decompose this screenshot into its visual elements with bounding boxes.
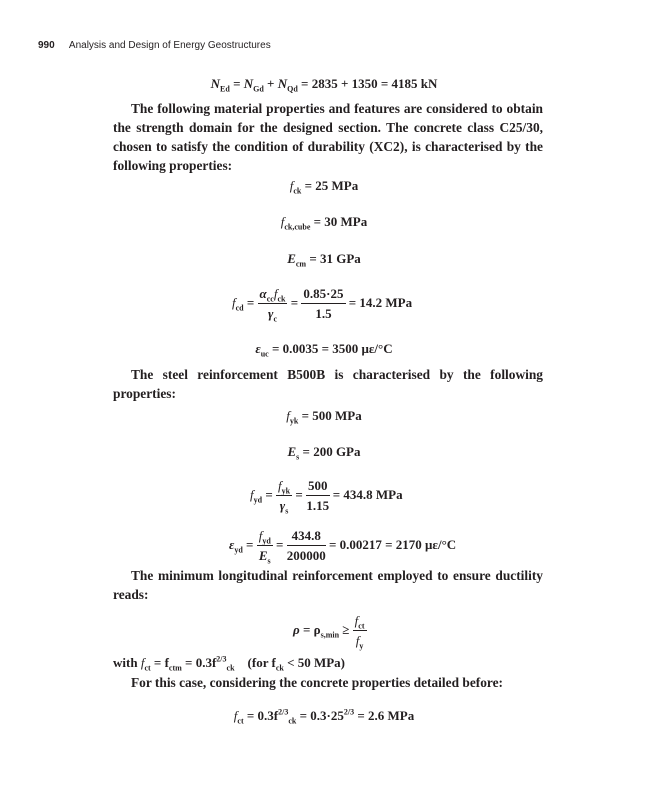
running-title: Analysis and Design of Energy Geostructures [68, 40, 271, 51]
eq-fcd-num-sub: cc [266, 294, 274, 304]
eq-fct-sub2: ck [288, 716, 297, 726]
para3-text: The minimum longitudinal reinforcement employed to ensure ductility reads: [113, 568, 543, 602]
eq-fyd-frac-numeric [306, 478, 330, 514]
equation-fcd: $f_{cd}$ = $\frac{\alpha_{cc}f_{ck}}{\gamma_c}$ = $\frac{0.85\cdot 25}{1.5}$ = 14.2 MPa [232, 286, 413, 324]
with-rest: = 0.3f [181, 655, 217, 670]
equation-fyd: $f_{yd}$ = $\frac{f_{yk}}{\gamma_s}$ = $\frac{500}{1.15}$ = 434.8 MPa [250, 478, 403, 516]
eq-fcd-num: α [259, 286, 267, 301]
eq-euc-rhs: = 0.0035 = 3500 με/°C [271, 341, 393, 356]
equation-fct [0, 708, 648, 724]
eq-ecm-sym: E [287, 251, 296, 266]
with-cond: (for f [247, 655, 276, 670]
eq-fcd-sym: f [232, 294, 236, 310]
eq-fyd-num-sub: yk [281, 486, 291, 496]
paragraph-material-properties [113, 99, 543, 175]
eq-eyd-frac-numeric [287, 528, 326, 564]
eq-eyd-rhs: = 0.00217 = 2170 με/°C [328, 536, 457, 552]
eq-rho-frac [353, 613, 367, 649]
eq-ned-b-sub: Qd [287, 84, 298, 94]
running-header [38, 40, 271, 51]
eq-fct-rhs: = 0.3·25 [299, 708, 344, 723]
eq-eyd-den: E [258, 548, 268, 563]
eq-es-sub: s [296, 452, 300, 462]
with-eq: = f [150, 655, 169, 670]
eq-fcd-rhs: = 14.2 MPa [348, 294, 413, 310]
eq-fct-mid: = 0.3f [246, 708, 279, 723]
eq-ned-b: N [277, 76, 288, 91]
eq-eyd-sub: yd [234, 545, 243, 555]
eq-eyd-frac-symbolic [257, 528, 273, 564]
eq-fyd-frac-symbolic [276, 478, 292, 514]
eq-euc-sub: uc [260, 349, 269, 359]
eq-rho-num: f [354, 613, 359, 628]
eq-fck-sub: ck [293, 186, 302, 196]
eq-fyd-den-sub: s [285, 506, 289, 516]
eq-ned-lhs-sub: Ed [220, 84, 230, 94]
eq-fct-rhs2: = 2.6 MPa [357, 708, 415, 723]
equation-euc [0, 341, 648, 357]
eq-fyd-den2: 1.15 [306, 498, 330, 513]
equation-ned: $N_{Ed} = N_{Gd} + N_{Qd} = 2835 + 1350 = 4185$ kN [210, 76, 438, 94]
eq-rho-sub: s,min [320, 630, 340, 640]
eq-fckcube-sub: ck,cube [284, 222, 311, 232]
eq-euc-sym: ε [255, 341, 261, 356]
eq-fct-sym: f [233, 708, 238, 723]
eq-fcd-num-f: f [273, 286, 278, 301]
eq-fyd-num2: 500 [306, 478, 330, 496]
equation-eyd: $\varepsilon_{yd}$ = $\frac{f_{yd}}{E_s}$ = $\frac{434.8}{200000}$ = 0.00217 = 2170 με/°C [229, 528, 457, 566]
paragraph-for-this-case [113, 673, 543, 692]
eq-rho-ge: ≥ [342, 621, 350, 637]
equation-es [0, 444, 648, 460]
eq-fyd-den: γ [279, 498, 286, 513]
eq-ecm-rhs: = 31 GPa [309, 251, 361, 266]
with-condition-line [113, 655, 345, 671]
eq-fcd-den2: 1.5 [315, 306, 332, 321]
eq-fcd-den: γ [268, 306, 274, 321]
eq-fckcube-sym: f [280, 214, 285, 229]
eq-fct-sub: ct [237, 716, 244, 726]
eq-fcd-frac-numeric [301, 286, 345, 322]
with-sub2: ctm [168, 663, 182, 673]
eq-fcd-num2: 0.85·25 [301, 286, 345, 304]
page-number: 990 [38, 40, 55, 51]
eq-eyd-den-sub: s [267, 556, 271, 566]
with-cond-rest: < 50 MPa) [283, 655, 346, 670]
with-exp: 2/3 [216, 654, 227, 664]
eq-fyk-sub: yk [289, 416, 299, 426]
eq-fyk-rhs: = 500 MPa [301, 408, 362, 423]
with-f: f [140, 655, 145, 670]
eq-fyk-sym: f [286, 408, 290, 423]
eq-fcd-den-sub: c [273, 314, 277, 324]
with-f-sub: ct [144, 663, 151, 673]
eq-eyd-num2: 434.8 [287, 528, 326, 546]
eq-fcd-num-f-sub: ck [277, 294, 286, 304]
eq-rho-sym: ρ [293, 621, 300, 637]
eq-fck-rhs: = 25 MPa [304, 178, 359, 193]
eq-fcd-frac-symbolic [258, 286, 288, 322]
equation-fyk [0, 408, 648, 424]
eq-fct-exp: 2/3 [278, 707, 289, 717]
eq-eyd-sym: ε [229, 536, 235, 552]
with-word: with [113, 655, 141, 670]
eq-ned-a: N [243, 76, 254, 91]
eq-fyd-rhs: = 434.8 MPa [332, 486, 403, 502]
eq-eyd-num-sub: yd [262, 536, 271, 546]
eq-fct-exp2: 2/3 [343, 707, 355, 717]
eq-ned-lhs: N [210, 76, 221, 91]
equation-fck [0, 178, 648, 194]
eq-fckcube-rhs: = 30 MPa [313, 214, 368, 229]
equation-fckcube [0, 214, 648, 230]
eq-es-rhs: = 200 GPa [302, 444, 361, 459]
with-cond-sub: ck [275, 663, 284, 673]
eq-rho-den-sub: y [359, 641, 364, 651]
eq-ned-a-sub: Gd [253, 84, 264, 94]
eq-eyd-num: f [258, 528, 263, 543]
eq-rho-num-sub: ct [358, 621, 365, 631]
equation-rho [293, 613, 367, 649]
eq-fcd-sub: cd [235, 303, 244, 313]
equation-ecm [0, 251, 648, 267]
para2-text: The steel reinforcement B500B is characterised by the following properties: [113, 367, 543, 401]
eq-es-sym: E [287, 444, 297, 459]
para4-text: For this case, considering the concrete properties detailed before: [131, 675, 504, 690]
with-sub3: ck [226, 663, 235, 673]
paragraph-min-reinforcement [113, 566, 543, 604]
eq-rho-eq: = ρ [302, 621, 321, 637]
eq-ned-rhs: = 2835 + 1350 = 4185 kN [301, 76, 438, 91]
eq-fyd-sub: yd [253, 495, 263, 505]
eq-fyd-num: f [278, 478, 282, 493]
eq-ecm-sub: cm [295, 259, 307, 269]
paragraph-steel [113, 365, 543, 403]
eq-fyd-sym: f [250, 486, 254, 502]
para1-text: The following material properties and features are considered to obtain the strength domain for the designed section. The concrete class C25/30, chosen to satisfy the condition of durability (XC2), is characterised by the following properties: [113, 101, 543, 173]
eq-rho-den: f [355, 633, 360, 648]
eq-eyd-den2: 200000 [286, 548, 326, 563]
eq-fck-sym: f [289, 178, 294, 193]
